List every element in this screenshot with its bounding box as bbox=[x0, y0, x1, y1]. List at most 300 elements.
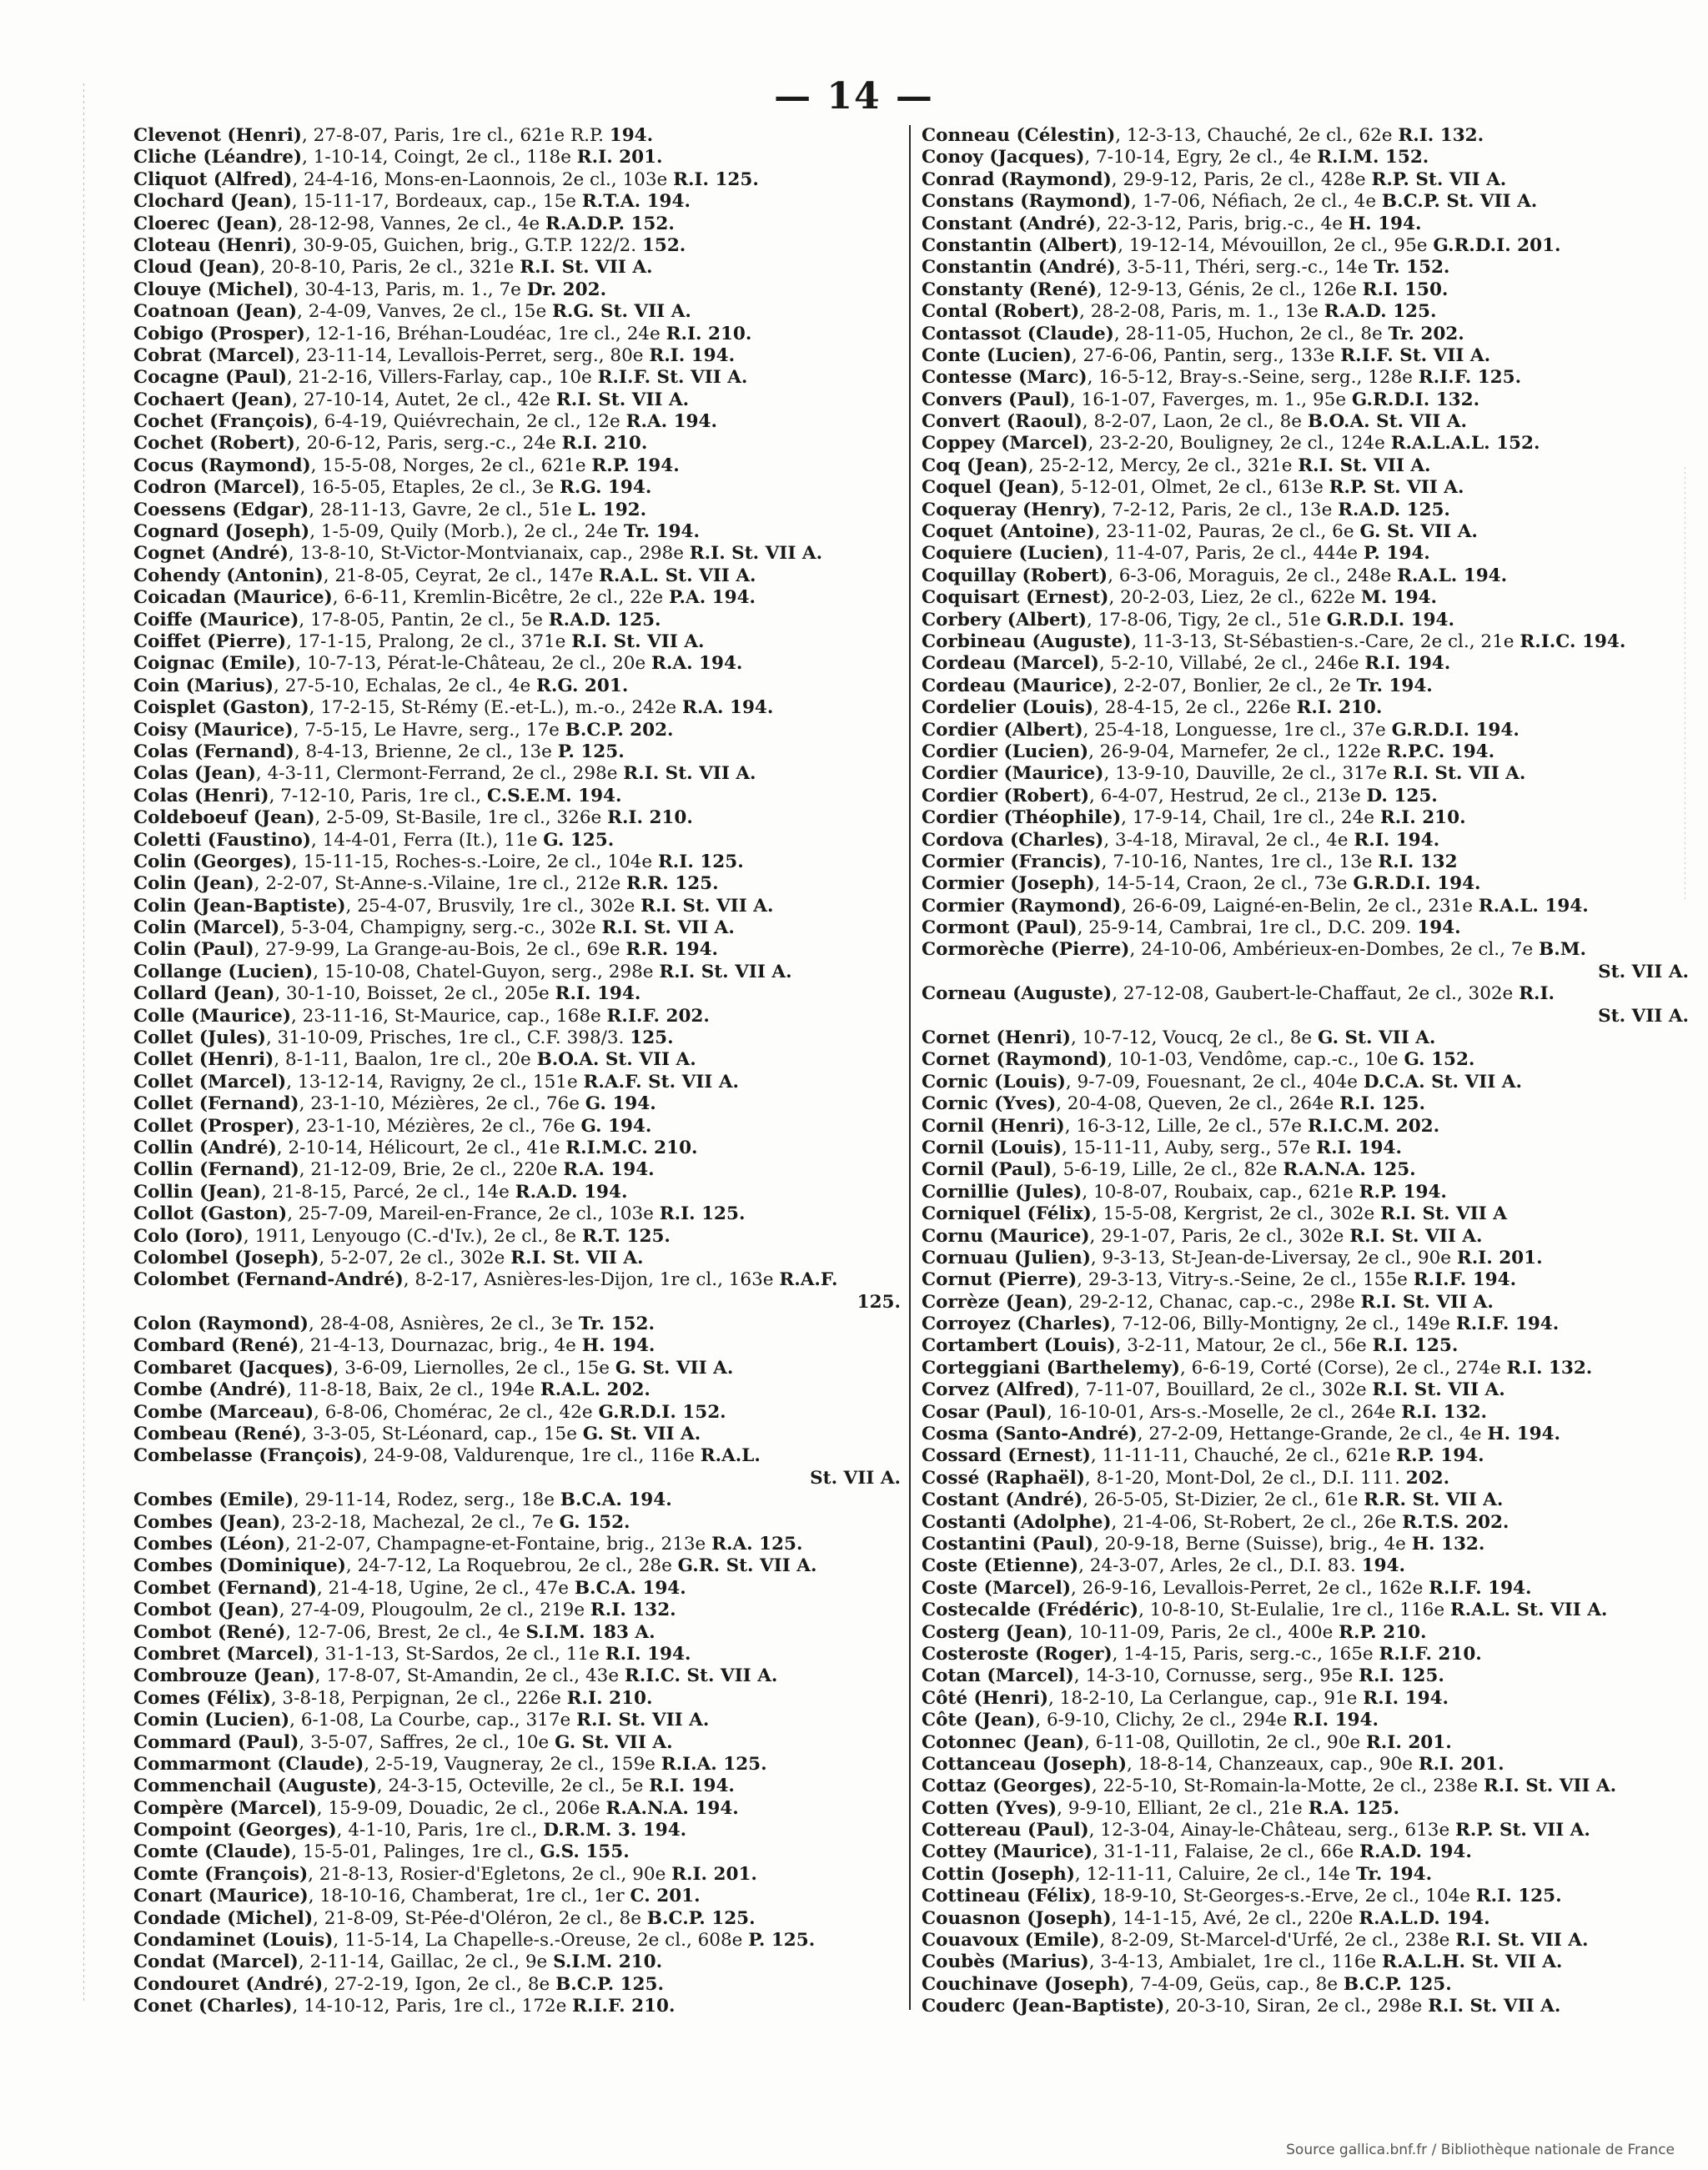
register-entry bbox=[133, 1908, 909, 1930]
entry-name: Coquillay (Robert) bbox=[922, 565, 1108, 586]
register-entry bbox=[922, 1445, 1697, 1467]
entry-name: Cornic (Louis) bbox=[922, 1071, 1066, 1093]
register-entry bbox=[922, 741, 1697, 763]
register-entry bbox=[133, 917, 909, 939]
entry-details: , 23-11-02, Pauras, 2e cl., 6e bbox=[1094, 521, 1354, 543]
entry-details: , 14-4-01, Ferra (It.), 11e bbox=[310, 829, 538, 851]
entry-details: , 2-10-14, Hélicourt, 2e cl., 41e bbox=[276, 1137, 560, 1158]
register-entry bbox=[922, 1512, 1697, 1534]
entry-details: , 21-4-18, Ugine, 2e cl., 47e bbox=[317, 1577, 569, 1599]
entry-name: Constantin (Albert) bbox=[922, 234, 1118, 256]
register-entry bbox=[922, 1358, 1697, 1379]
entry-name: Coiffet (Pierre) bbox=[133, 630, 287, 652]
entry-details: , 2-11-14, Gaillac, 2e cl., 9e bbox=[298, 1951, 548, 1973]
register-entry bbox=[922, 653, 1697, 675]
entry-details: , 7-10-16, Nantes, 1re cl., 13e bbox=[1101, 851, 1373, 872]
entry-unit: R.I. 125. bbox=[1339, 1093, 1425, 1115]
entry-details: , 11-3-13, St-Sébastien-s.-Care, 2e cl., 21e bbox=[1131, 630, 1515, 652]
entry-details: , 8-2-17, Asnières-les-Dijon, 1re cl., 163e bbox=[403, 1269, 774, 1291]
entry-name: Cordier (Albert) bbox=[922, 719, 1083, 741]
register-entry bbox=[133, 500, 909, 521]
entry-details: , 23-2-18, Machezal, 2e cl., 7e bbox=[280, 1511, 554, 1533]
entry-unit: R.I. St. VII A. bbox=[1428, 1996, 1561, 2017]
entry-details: , 8-2-09, St-Marcel-d'Urfé, 2e cl., 238e bbox=[1099, 1930, 1450, 1951]
entry-details: , 18-10-16, Chamberat, 1re cl., 1er bbox=[308, 1886, 625, 1907]
entry-unit: R.P. 194. bbox=[1359, 1181, 1447, 1203]
entry-continuation: St. VII A. bbox=[1598, 961, 1689, 982]
entry-details: , 23-2-20, Bouligney, 2e cl., 124e bbox=[1088, 433, 1385, 455]
entry-details: , 7-10-14, Egry, 2e cl., 4e bbox=[1084, 147, 1312, 168]
entry-details: , 10-11-09, Paris, 2e cl., 400e bbox=[1067, 1621, 1334, 1643]
register-entry bbox=[922, 1688, 1697, 1710]
entry-unit: G.R.D.I. 194. bbox=[1353, 873, 1481, 895]
entry-unit: R.I. 132. bbox=[1398, 125, 1484, 146]
entry-unit: Tr. 202. bbox=[1388, 323, 1464, 344]
entry-unit: G.R.D.I. 152. bbox=[598, 1401, 726, 1423]
entry-unit: R.I. 194. bbox=[1363, 1687, 1449, 1709]
entry-details: , 6-4-07, Hestrud, 2e cl., 213e bbox=[1089, 785, 1361, 806]
entry-unit: R.G. St. VII A. bbox=[552, 301, 691, 323]
entry-name: Combes (Jean) bbox=[133, 1511, 281, 1533]
entry-details: , 30-4-13, Paris, m. 1., 7e bbox=[293, 279, 521, 300]
register-entry bbox=[133, 1027, 909, 1049]
entry-unit: 194. bbox=[609, 125, 654, 146]
register-entry bbox=[922, 851, 1697, 873]
entry-unit: M. 194. bbox=[1360, 587, 1438, 609]
entry-details: , 14-5-14, Craon, 2e cl., 73e bbox=[1094, 873, 1348, 895]
entry-details: , 15-5-08, Kergrist, 2e cl., 302e bbox=[1091, 1203, 1375, 1225]
register-entry bbox=[922, 1798, 1697, 1820]
entry-unit: R.A.L. 194. bbox=[1397, 565, 1508, 586]
register-entry bbox=[922, 1182, 1697, 1203]
entry-unit: R.P. St. VII A. bbox=[1329, 477, 1464, 499]
entry-name: Coin (Marius) bbox=[133, 675, 274, 696]
entry-unit: R.A.D. 125. bbox=[1324, 301, 1437, 323]
register-entry bbox=[922, 1665, 1697, 1687]
entry-name: Cocus (Raymond) bbox=[133, 455, 311, 476]
entry-unit: R.P. 210. bbox=[1339, 1621, 1427, 1643]
entry-unit: R.I.F. 202. bbox=[606, 1005, 710, 1027]
entry-details: , 17-8-05, Pantin, 2e cl., 5e bbox=[299, 609, 543, 630]
register-entry bbox=[133, 1600, 909, 1621]
entry-unit: R.T.S. 202. bbox=[1402, 1511, 1510, 1533]
entry-name: Coldeboeuf (Jean) bbox=[133, 807, 315, 829]
register-entry bbox=[922, 1226, 1697, 1248]
entry-unit: R.I. 150. bbox=[1362, 279, 1449, 300]
register-entry bbox=[133, 830, 909, 851]
entry-name: Colas (Henri) bbox=[133, 785, 269, 806]
entry-unit: R.P. 194. bbox=[1396, 1445, 1484, 1467]
entry-name: Compoint (Georges) bbox=[133, 1820, 337, 1841]
entry-details: , 20-2-03, Liez, 2e cl., 622e bbox=[1108, 587, 1356, 609]
register-entry bbox=[133, 565, 909, 587]
entry-details: , 1-10-14, Coingt, 2e cl., 118e bbox=[302, 147, 571, 168]
register-entry bbox=[133, 697, 909, 719]
entry-name: Clouye (Michel) bbox=[133, 279, 294, 300]
register-entry bbox=[133, 1093, 909, 1115]
entry-name: Colle (Maurice) bbox=[133, 1005, 291, 1027]
entry-unit: R.A. 194. bbox=[625, 411, 717, 433]
entry-details: , 20-9-18, Berne (Suisse), brig., 4e bbox=[1093, 1534, 1406, 1555]
entry-unit: R.R. St. VII A. bbox=[1364, 1489, 1504, 1511]
entry-name: Collin (André) bbox=[133, 1137, 277, 1158]
entry-unit: P. 194. bbox=[1363, 543, 1430, 565]
register-entry bbox=[922, 873, 1697, 895]
entry-name: Cossé (Raphaël) bbox=[922, 1467, 1085, 1489]
entry-details: , 11-11-11, Chauché, 2e cl., 621e bbox=[1090, 1445, 1391, 1467]
entry-name: Cornic (Yves) bbox=[922, 1093, 1057, 1115]
entry-details: , 6-11-08, Quillotin, 2e cl., 90e bbox=[1084, 1731, 1361, 1753]
entry-details: , 8-4-13, Brienne, 2e cl., 13e bbox=[294, 741, 552, 762]
entry-name: Costerg (Jean) bbox=[922, 1621, 1068, 1643]
entry-details: , 28-11-13, Gavre, 2e cl., 51e bbox=[309, 499, 572, 520]
entry-name: Conoy (Jacques) bbox=[922, 147, 1085, 168]
entry-unit: R.I. 125. bbox=[1359, 1665, 1444, 1687]
entry-unit: R.A. 125. bbox=[711, 1534, 803, 1555]
entry-details: , 7-4-09, Geüs, cap., 8e bbox=[1128, 1973, 1339, 1995]
entry-details: , 27-5-10, Echalas, 2e cl., 4e bbox=[274, 675, 531, 696]
entry-unit: R.I. 194. bbox=[649, 1776, 735, 1797]
entry-unit: R.I. 201. bbox=[1418, 1753, 1505, 1775]
entry-details: , 24-3-07, Arles, 2e cl., D.I. 83. bbox=[1078, 1555, 1356, 1577]
register-entry bbox=[922, 676, 1697, 697]
entry-unit: R.A. 194. bbox=[651, 653, 743, 675]
entry-unit: 202. bbox=[1405, 1467, 1450, 1489]
entry-name: Cochaert (Jean) bbox=[133, 389, 293, 410]
entry-name: Coessens (Edgar) bbox=[133, 499, 309, 520]
entry-unit: R.A.L. St. VII A. bbox=[1449, 1600, 1608, 1621]
register-entry bbox=[922, 1248, 1697, 1269]
register-entry bbox=[922, 1049, 1697, 1071]
entry-unit: R.I.F. 210. bbox=[1379, 1643, 1482, 1665]
register-entry bbox=[133, 1665, 909, 1687]
register-entry bbox=[922, 1754, 1697, 1776]
register-entry bbox=[922, 1908, 1697, 1930]
register-entry bbox=[133, 1445, 909, 1467]
entry-details: , 11-8-18, Baix, 2e cl., 194e bbox=[286, 1379, 535, 1401]
entry-name: Côte (Jean) bbox=[922, 1710, 1036, 1731]
register-entry bbox=[922, 697, 1697, 719]
entry-name: Combard (René) bbox=[133, 1335, 299, 1357]
entry-name: Couderc (Jean-Baptiste) bbox=[922, 1996, 1165, 2017]
entry-name: Colin (Jean-Baptiste) bbox=[133, 895, 346, 917]
entry-details: , 12-1-16, Bréhan-Loudéac, 1re cl., 24e bbox=[304, 323, 661, 344]
entry-details: , 19-12-14, Mévouillon, 2e cl., 95e bbox=[1118, 234, 1428, 256]
entry-unit: R.I. St. VII A. bbox=[1298, 455, 1431, 476]
register-entry bbox=[133, 631, 909, 653]
entry-details: , 17-9-14, Chail, 1re cl., 24e bbox=[1121, 807, 1374, 829]
entry-unit: R.A.L. bbox=[700, 1445, 761, 1467]
entry-name: Collard (Jean) bbox=[133, 983, 275, 1005]
entry-unit: R.I. St. VII A. bbox=[1393, 763, 1526, 785]
register-entry bbox=[922, 301, 1697, 323]
entry-unit: S.I.M. 210. bbox=[553, 1951, 663, 1973]
entry-unit: R.I. 125. bbox=[1475, 1886, 1562, 1907]
entry-unit: R.I. 210. bbox=[666, 323, 752, 344]
entry-name: Commard (Paul) bbox=[133, 1731, 299, 1753]
entry-details: , 17-2-15, St-Rémy (E.-et-L.), m.-o., 242e bbox=[309, 697, 677, 719]
entry-unit: G. 125. bbox=[543, 829, 615, 851]
entry-unit: R.A. 125. bbox=[1308, 1797, 1399, 1819]
entry-unit: R.I. 132. bbox=[1506, 1357, 1593, 1379]
entry-unit: G. St. VII A. bbox=[1359, 521, 1478, 543]
entry-unit: R.A.L.D. 194. bbox=[1359, 1907, 1490, 1929]
entry-name: Cobigo (Prosper) bbox=[133, 323, 305, 344]
register-entry bbox=[133, 896, 909, 917]
entry-unit: R.I. St. VII A. bbox=[640, 895, 774, 917]
entry-name: Cottey (Maurice) bbox=[922, 1841, 1093, 1863]
register-entry bbox=[922, 345, 1697, 367]
entry-unit: R.I. St. VII A bbox=[1380, 1203, 1507, 1225]
register-entry bbox=[133, 1732, 909, 1754]
entry-details: , 27-2-19, Igon, 2e cl., 8e bbox=[323, 1973, 550, 1995]
register-entry bbox=[133, 1159, 909, 1181]
entry-name: Codron (Marcel) bbox=[133, 477, 300, 499]
entry-details: , 29-1-07, Paris, 2e cl., 302e bbox=[1089, 1225, 1344, 1247]
entry-details: , 28-2-08, Paris, m. 1., 13e bbox=[1079, 301, 1319, 323]
register-entry bbox=[922, 1776, 1697, 1797]
entry-name: Conte (Lucien) bbox=[922, 344, 1072, 366]
register-entry bbox=[922, 477, 1697, 499]
register-entry bbox=[133, 1622, 909, 1644]
register-entry bbox=[133, 1248, 909, 1269]
register-entry bbox=[922, 896, 1697, 917]
entry-details: , 3-4-18, Miraval, 2e cl., 4e bbox=[1103, 829, 1349, 851]
register-entry bbox=[922, 279, 1697, 301]
scan-edge-left bbox=[83, 83, 84, 2002]
entry-unit: H. 194. bbox=[581, 1335, 656, 1357]
entry-name: Clochard (Jean) bbox=[133, 191, 292, 213]
entry-unit: R.I. 194. bbox=[1364, 653, 1451, 675]
register-entry bbox=[922, 367, 1697, 389]
entry-details: , 6-6-11, Kremlin-Bicêtre, 2e cl., 22e bbox=[332, 587, 664, 609]
entry-name: Colon (Raymond) bbox=[133, 1314, 309, 1335]
entry-details: , 2-4-09, Vanves, 2e cl., 15e bbox=[297, 301, 547, 323]
entry-details: , 1-5-09, Quily (Morb.), 2e cl., 24e bbox=[309, 521, 619, 543]
entry-name: Comte (Claude) bbox=[133, 1841, 292, 1863]
entry-details: , 27-9-99, La Grange-au-Bois, 2e cl., 69e bbox=[254, 939, 620, 961]
entry-details: , 16-3-12, Lille, 2e cl., 57e bbox=[1064, 1115, 1303, 1137]
register-entry bbox=[922, 521, 1697, 543]
entry-details: , 30-1-10, Boisset, 2e cl., 205e bbox=[274, 983, 550, 1005]
entry-unit: Tr. 194. bbox=[623, 521, 700, 543]
entry-details: , 6-1-08, La Courbe, cap., 317e bbox=[289, 1710, 571, 1731]
register-entry bbox=[133, 125, 909, 147]
entry-details: , 7-12-10, Paris, 1re cl., bbox=[269, 785, 482, 806]
entry-name: Corneau (Auguste) bbox=[922, 983, 1113, 1005]
entry-unit: Dr. 202. bbox=[526, 279, 607, 300]
entry-name: Combot (René) bbox=[133, 1621, 286, 1643]
register-entry bbox=[922, 983, 1697, 1005]
register-entry bbox=[133, 257, 909, 279]
entry-details: , 21-8-13, Rosier-d'Egletons, 2e cl., 90e bbox=[308, 1863, 666, 1885]
register-entry bbox=[133, 1798, 909, 1820]
entry-unit: R.I. 210. bbox=[566, 1687, 653, 1709]
entry-details: , 15-9-09, Douadic, 2e cl., 206e bbox=[316, 1797, 600, 1819]
entry-name: Cotan (Marcel) bbox=[922, 1665, 1074, 1687]
entry-name: Cochet (Robert) bbox=[133, 433, 295, 455]
entry-unit: B.C.P. 125. bbox=[555, 1973, 664, 1995]
entry-details: , 18-2-10, La Cerlangue, cap., 91e bbox=[1048, 1687, 1358, 1709]
entry-unit: R.I.C. 194. bbox=[1520, 630, 1626, 652]
entry-name: Cloud (Jean) bbox=[133, 257, 260, 279]
entry-name: Cocagne (Paul) bbox=[133, 367, 287, 389]
entry-name: Colin (Jean) bbox=[133, 873, 254, 895]
entry-details: , 6-3-06, Moraguis, 2e cl., 248e bbox=[1108, 565, 1392, 586]
entry-unit: R.I.M.C. 210. bbox=[565, 1137, 698, 1158]
entry-unit: R.I. 194. bbox=[1354, 829, 1440, 851]
entry-name: Corbery (Albert) bbox=[922, 609, 1087, 630]
entry-continuation: St. VII A. bbox=[810, 1467, 901, 1489]
entry-unit: R.I. St. VII A. bbox=[576, 1710, 710, 1731]
entry-name: Corbineau (Auguste) bbox=[922, 630, 1132, 652]
register-entry bbox=[133, 1182, 909, 1203]
entry-name: Combelasse (François) bbox=[133, 1445, 363, 1467]
register-entry bbox=[133, 411, 909, 433]
entry-details: , 23-1-10, Mézières, 2e cl., 76e bbox=[299, 1093, 580, 1115]
register-entry bbox=[922, 213, 1697, 235]
register-entry bbox=[922, 1555, 1697, 1577]
entry-details: , 26-9-04, Marnefer, 2e cl., 122e bbox=[1088, 741, 1381, 762]
entry-unit: R.I. 125. bbox=[1372, 1335, 1459, 1357]
entry-unit: B.O.A. St. VII A. bbox=[536, 1049, 696, 1071]
register-entry bbox=[133, 939, 909, 961]
entry-unit: R.A.L. 202. bbox=[540, 1379, 651, 1401]
register-entry bbox=[133, 1269, 909, 1291]
entry-details: , 1-7-06, Néfiach, 2e cl., 4e bbox=[1131, 191, 1377, 213]
entry-unit: B.C.A. 194. bbox=[574, 1577, 686, 1599]
register-entry bbox=[922, 191, 1697, 213]
entry-details: , 15-11-17, Bordeaux, cap., 15e bbox=[291, 191, 577, 213]
entry-unit: G.R.D.I. 194. bbox=[1326, 609, 1454, 630]
entry-name: Conart (Maurice) bbox=[133, 1886, 309, 1907]
entry-unit: R.I. St. VII A. bbox=[1455, 1930, 1589, 1951]
entry-unit: B.C.P. 125. bbox=[1343, 1973, 1452, 1995]
entry-details: , 5-3-04, Champigny, serg.-c., 302e bbox=[279, 917, 596, 939]
entry-name: Contesse (Marc) bbox=[922, 367, 1088, 389]
entry-details: , 14-10-12, Paris, 1re cl., 172e bbox=[292, 1996, 567, 2017]
register-entry bbox=[922, 1116, 1697, 1138]
entry-unit: R.G. 201. bbox=[536, 675, 629, 696]
entry-unit: H. 132. bbox=[1411, 1534, 1485, 1555]
entry-name: Coqueray (Henry) bbox=[922, 499, 1101, 520]
entry-name: Condaminet (Louis) bbox=[133, 1930, 334, 1951]
register-entry bbox=[922, 1841, 1697, 1863]
entry-unit: R.I. St. VII A. bbox=[1483, 1776, 1617, 1797]
entry-name: Cornuau (Julien) bbox=[922, 1247, 1091, 1268]
entry-details: , 10-8-07, Roubaix, cap., 621e bbox=[1082, 1181, 1354, 1203]
entry-unit: R.P. St. VII A. bbox=[1371, 168, 1507, 190]
entry-unit: R.I. 194. bbox=[605, 1643, 691, 1665]
entry-unit: R.I. 194. bbox=[1316, 1137, 1402, 1158]
register-entry bbox=[133, 1886, 909, 1907]
entry-unit: R.I. 194. bbox=[1293, 1710, 1379, 1731]
register-entry bbox=[133, 1644, 909, 1665]
register-entry bbox=[922, 1732, 1697, 1754]
entry-details: , 11-5-14, La Chapelle-s.-Oreuse, 2e cl., 608e bbox=[333, 1930, 743, 1951]
entry-details: , 10-7-13, Pérat-le-Château, 2e cl., 20e bbox=[295, 653, 646, 675]
register-entry bbox=[133, 169, 909, 191]
entry-details: , 24-10-06, Ambérieux-en-Dombes, 2e cl., 7e bbox=[1129, 939, 1534, 961]
entry-name: Combes (Léon) bbox=[133, 1534, 285, 1555]
register-entry bbox=[922, 1292, 1697, 1314]
entry-name: Combe (Marceau) bbox=[133, 1401, 314, 1423]
entry-details: , 16-10-01, Ars-s.-Moselle, 2e cl., 264e bbox=[1046, 1401, 1396, 1423]
entry-name: Combe (André) bbox=[133, 1379, 287, 1401]
entry-details: , 21-2-07, Champagne-et-Fontaine, brig., 213e bbox=[284, 1534, 706, 1555]
entry-unit: B.M. bbox=[1539, 939, 1586, 961]
entry-name: Combrouze (Jean) bbox=[133, 1665, 315, 1687]
entry-unit: R.I. 201. bbox=[576, 147, 663, 168]
entry-details: , 13-12-14, Ravigny, 2e cl., 151e bbox=[286, 1071, 578, 1093]
entry-unit: R.I. 132 bbox=[1378, 851, 1458, 872]
entry-name: Cognard (Joseph) bbox=[133, 521, 310, 543]
entry-details: , 7-5-15, Le Havre, serg., 17e bbox=[293, 719, 560, 741]
entry-details: , 15-11-11, Auby, serg., 57e bbox=[1061, 1137, 1311, 1158]
entry-name: Cordova (Charles) bbox=[922, 829, 1104, 851]
entry-unit: R.P. St. VII A. bbox=[1455, 1820, 1590, 1841]
register-entry bbox=[133, 983, 909, 1005]
entry-unit: R.I.F. 210. bbox=[572, 1996, 676, 2017]
entry-unit: R.I. 201. bbox=[671, 1863, 757, 1885]
register-entry bbox=[133, 1534, 909, 1555]
entry-unit: D.C.A. St. VII A. bbox=[1363, 1071, 1522, 1093]
register-entry bbox=[133, 1424, 909, 1445]
entry-unit: R.T.A. 194. bbox=[581, 191, 691, 213]
entry-unit: B.C.P. St. VII A. bbox=[1381, 191, 1538, 213]
register-entry bbox=[133, 1314, 909, 1335]
entry-details: , 24-7-12, La Roquebrou, 2e cl., 28e bbox=[345, 1555, 672, 1577]
entry-name: Conrad (Raymond) bbox=[922, 168, 1112, 190]
register-entry bbox=[922, 763, 1697, 785]
entry-unit: G. St. VII A. bbox=[615, 1357, 734, 1379]
register-entry bbox=[133, 367, 909, 389]
entry-unit: R.I. 210. bbox=[1296, 697, 1383, 719]
entry-details: , 24-9-08, Valdurenque, 1re cl., 116e bbox=[362, 1445, 695, 1467]
register-entry bbox=[133, 433, 909, 455]
entry-name: Cordelier (Louis) bbox=[922, 697, 1094, 719]
entry-name: Cornu (Maurice) bbox=[922, 1225, 1090, 1247]
entry-name: Compère (Marcel) bbox=[133, 1797, 317, 1819]
entry-details: , 28-4-15, 2e cl., 226e bbox=[1093, 697, 1291, 719]
entry-unit: R.I. St. VII A. bbox=[623, 763, 756, 785]
entry-name: Collet (Marcel) bbox=[133, 1071, 287, 1093]
entry-details: , 12-11-11, Caluire, 2e cl., 14e bbox=[1074, 1863, 1351, 1885]
register-entry bbox=[133, 1138, 909, 1159]
entry-unit: Tr. 194. bbox=[1356, 675, 1433, 696]
entry-name: Colas (Fernand) bbox=[133, 741, 294, 762]
register-entry bbox=[922, 1930, 1697, 1951]
entry-name: Collin (Jean) bbox=[133, 1181, 261, 1203]
register-entry bbox=[922, 455, 1697, 477]
register-entry bbox=[133, 1688, 909, 1710]
entry-details: , 27-4-09, Plougoulm, 2e cl., 219e bbox=[279, 1600, 585, 1621]
entry-unit: C. 201. bbox=[630, 1886, 701, 1907]
entry-details: , 25-4-07, Brusvily, 1re cl., 302e bbox=[345, 895, 635, 917]
register-entry bbox=[133, 1841, 909, 1863]
entry-name: Combes (Dominique) bbox=[133, 1555, 346, 1577]
entry-name: Couchinave (Joseph) bbox=[922, 1973, 1129, 1995]
register-entry bbox=[922, 235, 1697, 257]
entry-unit: R.I.F. 194. bbox=[1413, 1269, 1517, 1291]
entry-details: , 28-12-98, Vannes, 2e cl., 4e bbox=[277, 213, 540, 234]
entry-details: , 30-9-05, Guichen, brig., G.T.P. 122/2. bbox=[291, 234, 637, 256]
entry-name: Cornil (Paul) bbox=[922, 1159, 1052, 1181]
entry-unit: G.S. 155. bbox=[540, 1841, 630, 1863]
entry-name: Convert (Raoul) bbox=[922, 411, 1083, 433]
entry-unit: G.R. St. VII A. bbox=[677, 1555, 817, 1577]
entry-details: , 21-12-09, Brie, 2e cl., 220e bbox=[299, 1159, 558, 1181]
